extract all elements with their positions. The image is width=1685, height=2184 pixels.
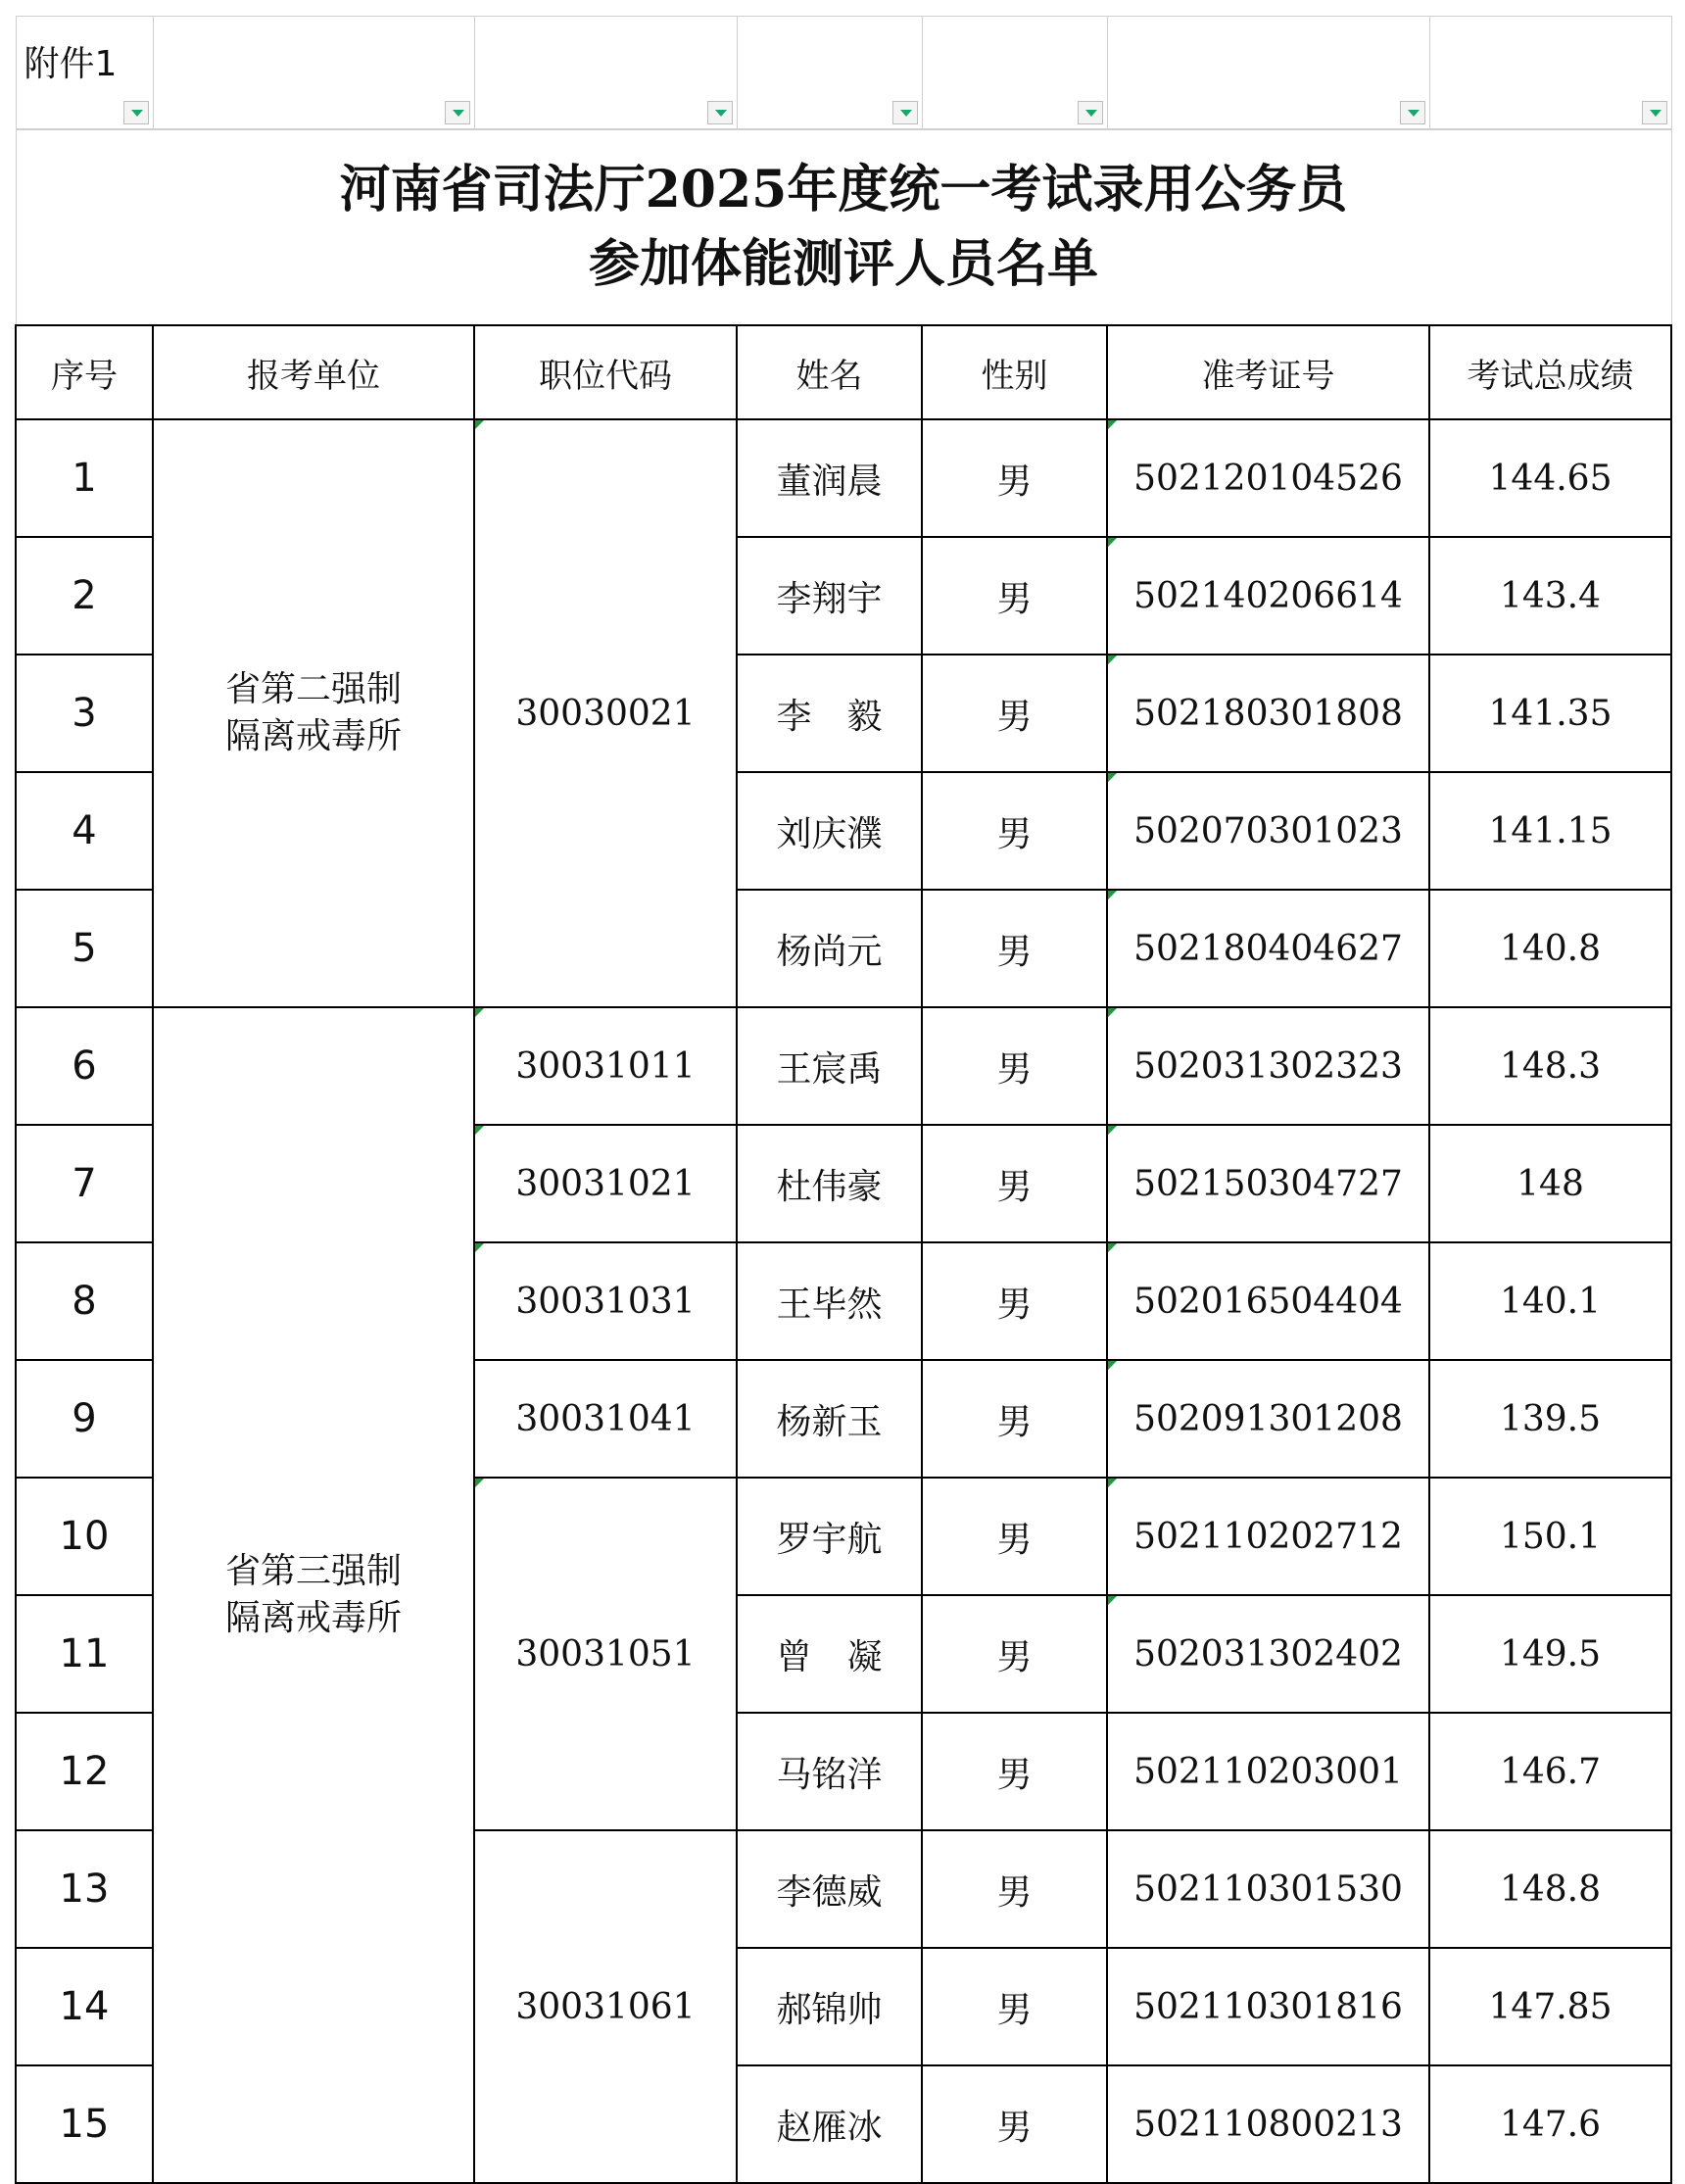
name-cell: 曾 凝 <box>737 1595 922 1713</box>
position-code-cell: 30030021 <box>474 419 737 1007</box>
ticket-cell: 502110800213 <box>1107 2065 1429 2183</box>
cell-marker-icon <box>1108 655 1117 664</box>
score-cell: 140.1 <box>1429 1242 1671 1360</box>
attachment-label: 附件1 <box>24 44 118 84</box>
gender-cell: 男 <box>922 772 1107 890</box>
cell-marker-icon <box>1108 891 1117 899</box>
cell-marker-icon <box>475 1479 484 1487</box>
filter-cell <box>153 17 474 130</box>
cell-marker-icon <box>475 420 484 429</box>
gender-cell: 男 <box>922 1830 1107 1948</box>
row-index: 3 <box>16 655 153 772</box>
name-cell: 马铭洋 <box>737 1713 922 1830</box>
filter-row <box>16 17 1671 130</box>
position-code-cell: 30031011 <box>474 1007 737 1125</box>
header-name: 姓名 <box>737 325 922 419</box>
score-cell: 149.5 <box>1429 1595 1671 1713</box>
title-line-1: 河南省司法厅2025年度统一考试录用公务员 <box>339 160 1348 219</box>
row-index: 13 <box>16 1830 153 1948</box>
title-line-2: 参加体能测评人员名单 <box>588 234 1098 294</box>
cell-marker-icon <box>1108 1596 1117 1605</box>
name-cell: 刘庆濮 <box>737 772 922 890</box>
ticket-cell: 502140206614 <box>1107 537 1429 655</box>
name-cell: 杨新玉 <box>737 1360 922 1478</box>
cell-marker-icon <box>1108 1243 1117 1252</box>
row-index: 7 <box>16 1125 153 1242</box>
header-ticket: 准考证号 <box>1107 325 1429 419</box>
name-cell: 李德威 <box>737 1830 922 1948</box>
header-gender: 性别 <box>922 325 1107 419</box>
unit-cell <box>153 1007 474 2183</box>
position-code-cell: 30031051 <box>474 1478 737 1830</box>
filter-dropdown-icon[interactable] <box>1078 101 1103 124</box>
ticket-cell: 502180301808 <box>1107 655 1429 772</box>
gender-cell: 男 <box>922 419 1107 537</box>
row-index: 15 <box>16 2065 153 2183</box>
title-cell <box>16 129 1671 325</box>
score-cell: 150.1 <box>1429 1478 1671 1595</box>
score-cell: 147.6 <box>1429 2065 1671 2183</box>
unit-line: 隔离戒毒所 <box>224 1598 402 1638</box>
spreadsheet <box>15 16 1670 2184</box>
row-index: 14 <box>16 1948 153 2065</box>
name-cell: 罗宇航 <box>737 1478 922 1595</box>
gender-cell: 男 <box>922 890 1107 1007</box>
row-index: 4 <box>16 772 153 890</box>
gender-cell: 男 <box>922 1713 1107 1830</box>
filter-cell <box>922 17 1107 130</box>
score-cell: 140.8 <box>1429 890 1671 1007</box>
filter-cell <box>474 17 737 130</box>
row-index: 2 <box>16 537 153 655</box>
table-row <box>16 419 1671 537</box>
cell-marker-icon <box>1108 773 1117 782</box>
row-index: 10 <box>16 1478 153 1595</box>
score-cell: 143.4 <box>1429 537 1671 655</box>
row-index: 1 <box>16 419 153 537</box>
filter-cell <box>1429 17 1671 130</box>
score-cell: 148 <box>1429 1125 1671 1242</box>
ticket-cell: 502031302323 <box>1107 1007 1429 1125</box>
row-index: 8 <box>16 1242 153 1360</box>
row-index: 9 <box>16 1360 153 1478</box>
ticket-cell: 502110301530 <box>1107 1830 1429 1948</box>
cell-marker-icon <box>475 1126 484 1135</box>
score-cell: 139.5 <box>1429 1360 1671 1478</box>
ticket-cell: 502110203001 <box>1107 1713 1429 1830</box>
title-row <box>16 129 1671 325</box>
gender-cell: 男 <box>922 537 1107 655</box>
ticket-cell: 502110301816 <box>1107 1948 1429 2065</box>
filter-dropdown-icon[interactable] <box>707 101 733 124</box>
filter-dropdown-icon[interactable] <box>445 101 470 124</box>
header-position-code: 职位代码 <box>474 325 737 419</box>
cell-marker-icon <box>475 1008 484 1017</box>
name-cell: 杨尚元 <box>737 890 922 1007</box>
cell-marker-icon <box>1108 1361 1117 1370</box>
filter-cell <box>1107 17 1429 130</box>
gender-cell: 男 <box>922 1007 1107 1125</box>
header-score: 考试总成绩 <box>1429 325 1671 419</box>
gender-cell: 男 <box>922 655 1107 772</box>
attachment-cell <box>16 17 153 130</box>
table-row <box>16 1007 1671 1125</box>
name-cell: 郝锦帅 <box>737 1948 922 2065</box>
name-cell: 杜伟豪 <box>737 1125 922 1242</box>
gender-cell: 男 <box>922 1125 1107 1242</box>
position-code-cell: 30031031 <box>474 1242 737 1360</box>
header-unit: 报考单位 <box>153 325 474 419</box>
candidate-table <box>15 16 1672 2184</box>
unit-line: 省第三强制 <box>224 1551 402 1591</box>
filter-cell <box>737 17 922 130</box>
cell-marker-icon <box>1108 420 1117 429</box>
cell-marker-icon <box>1108 1479 1117 1487</box>
unit-line: 隔离戒毒所 <box>224 716 402 756</box>
name-cell: 董润晨 <box>737 419 922 537</box>
ticket-cell: 502180404627 <box>1107 890 1429 1007</box>
filter-dropdown-icon[interactable] <box>892 101 918 124</box>
cell-marker-icon <box>1108 1008 1117 1017</box>
gender-cell: 男 <box>922 1242 1107 1360</box>
cell-marker-icon <box>1108 1126 1117 1135</box>
name-cell: 王毕然 <box>737 1242 922 1360</box>
score-cell: 144.65 <box>1429 419 1671 537</box>
cell-marker-icon <box>475 1243 484 1252</box>
row-index: 5 <box>16 890 153 1007</box>
row-index: 6 <box>16 1007 153 1125</box>
header-index: 序号 <box>16 325 153 419</box>
name-cell: 王宸禹 <box>737 1007 922 1125</box>
score-cell: 141.15 <box>1429 772 1671 890</box>
cell-marker-icon <box>1108 538 1117 547</box>
ticket-cell: 502150304727 <box>1107 1125 1429 1242</box>
filter-dropdown-icon[interactable] <box>1400 101 1425 124</box>
unit-cell <box>153 419 474 1007</box>
gender-cell: 男 <box>922 1478 1107 1595</box>
gender-cell: 男 <box>922 1595 1107 1713</box>
gender-cell: 男 <box>922 1948 1107 2065</box>
score-cell: 148.8 <box>1429 1830 1671 1948</box>
score-cell: 147.85 <box>1429 1948 1671 2065</box>
name-cell: 赵雁冰 <box>737 2065 922 2183</box>
score-cell: 141.35 <box>1429 655 1671 772</box>
ticket-cell: 502070301023 <box>1107 772 1429 890</box>
gender-cell: 男 <box>922 2065 1107 2183</box>
ticket-cell: 502110202712 <box>1107 1478 1429 1595</box>
name-cell: 李 毅 <box>737 655 922 772</box>
gender-cell: 男 <box>922 1360 1107 1478</box>
score-cell: 148.3 <box>1429 1007 1671 1125</box>
score-cell: 146.7 <box>1429 1713 1671 1830</box>
ticket-cell: 502016504404 <box>1107 1242 1429 1360</box>
name-cell: 李翔宇 <box>737 537 922 655</box>
position-code-cell: 30031061 <box>474 1830 737 2183</box>
row-index: 12 <box>16 1713 153 1830</box>
position-code-cell: 30031021 <box>474 1125 737 1242</box>
filter-dropdown-icon[interactable] <box>123 101 149 124</box>
unit-line: 省第二强制 <box>224 669 402 709</box>
header-row <box>16 325 1671 419</box>
ticket-cell: 502120104526 <box>1107 419 1429 537</box>
ticket-cell: 502031302402 <box>1107 1595 1429 1713</box>
position-code-cell: 30031041 <box>474 1360 737 1478</box>
row-index: 11 <box>16 1595 153 1713</box>
ticket-cell: 502091301208 <box>1107 1360 1429 1478</box>
filter-dropdown-icon[interactable] <box>1642 101 1667 124</box>
